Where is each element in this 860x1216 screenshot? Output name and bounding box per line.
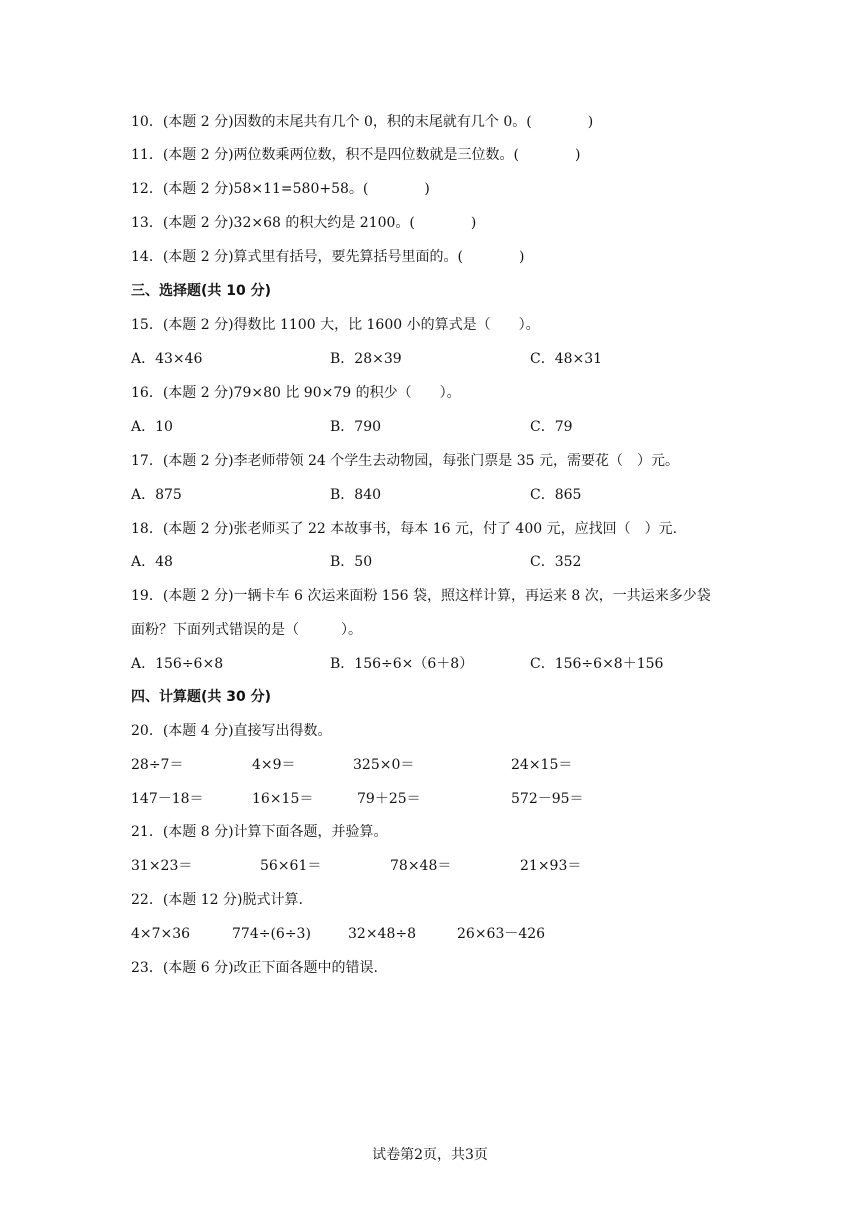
option-15-b: B．28×39 xyxy=(330,351,402,367)
option-18-a: A．48 xyxy=(131,554,173,570)
calc-22-1: 4×7×36 xyxy=(131,926,191,942)
question-14: 14．(本题 2 分)算式里有括号，要先算括号里面的。( ) xyxy=(131,249,525,265)
option-16-c: C．79 xyxy=(530,419,573,435)
question-19-line2: 面粉？下面列式错误的是（ ）。 xyxy=(131,622,362,638)
question-15: 15．(本题 2 分)得数比 1100 大，比 1600 小的算式是（ ）。 xyxy=(131,317,540,333)
question-22: 22．(本题 12 分)脱式计算. xyxy=(131,892,303,908)
question-19-line1: 19．(本题 2 分)一辆卡车 6 次运来面粉 156 袋，照这样计算，再运来 8 次，一共运来多少袋 xyxy=(131,588,711,604)
calc-20-7: 79＋25＝ xyxy=(357,791,421,807)
option-18-b: B．50 xyxy=(330,554,373,570)
calc-22-2: 774÷(6÷3) xyxy=(232,926,311,942)
question-10: 10．(本题 2 分)因数的末尾共有几个 0，积的末尾就有几个 0。( ) xyxy=(131,114,594,130)
section-heading-choice: 三、选择题(共 10 分) xyxy=(131,283,272,299)
calc-20-2: 4×9＝ xyxy=(252,757,296,773)
calc-20-3: 325×0＝ xyxy=(353,757,415,773)
calc-21-2: 56×61＝ xyxy=(260,858,322,874)
calc-20-4: 24×15＝ xyxy=(511,757,573,773)
question-18: 18．(本题 2 分)张老师买了 22 本故事书，每本 16 元，付了 400 元，应找回（ ）元. xyxy=(131,521,678,537)
option-15-c: C．48×31 xyxy=(530,351,603,367)
question-21: 21．(本题 8 分)计算下面各题，并验算。 xyxy=(131,824,388,840)
question-23: 23．(本题 6 分)改正下面各题中的错误. xyxy=(131,960,378,976)
question-13: 13．(本题 2 分)32×68 的积大约是 2100。( ) xyxy=(131,215,477,231)
option-18-c: C．352 xyxy=(530,554,582,570)
option-19-c: C．156÷6×8＋156 xyxy=(530,656,664,672)
option-17-b: B．840 xyxy=(330,487,382,503)
option-19-a: A．156÷6×8 xyxy=(131,656,224,672)
option-16-b: B．790 xyxy=(330,419,382,435)
option-17-c: C．865 xyxy=(530,487,582,503)
calc-20-5: 147－18＝ xyxy=(131,791,204,807)
section-heading-calc: 四、计算题(共 30 分) xyxy=(131,689,272,705)
question-17: 17．(本题 2 分)李老师带领 24 个学生去动物园，每张门票是 35 元，需要花（ ）元。 xyxy=(131,453,679,469)
option-19-b: B．156÷6×（6＋8） xyxy=(330,656,474,672)
page-footer: 试卷第2页，共3页 xyxy=(372,1147,488,1163)
option-17-a: A．875 xyxy=(131,487,182,503)
calc-22-4: 26×63－426 xyxy=(457,926,546,942)
calc-21-3: 78×48＝ xyxy=(390,858,452,874)
question-12: 12．(本题 2 分)58×11=580+58。( ) xyxy=(131,181,430,197)
question-16: 16．(本题 2 分)79×80 比 90×79 的积少（ ）。 xyxy=(131,385,461,401)
calc-21-4: 21×93＝ xyxy=(520,858,582,874)
question-11: 11．(本题 2 分)两位数乘两位数，积不是四位数就是三位数。( ) xyxy=(131,147,581,163)
calc-20-1: 28÷7＝ xyxy=(131,757,184,773)
question-20: 20．(本题 4 分)直接写出得数。 xyxy=(131,723,332,739)
calc-20-6: 16×15＝ xyxy=(252,791,314,807)
calc-20-8: 572－95＝ xyxy=(511,791,584,807)
calc-21-1: 31×23＝ xyxy=(131,858,193,874)
option-16-a: A．10 xyxy=(131,419,173,435)
option-15-a: A．43×46 xyxy=(131,351,203,367)
calc-22-3: 32×48÷8 xyxy=(348,926,416,942)
